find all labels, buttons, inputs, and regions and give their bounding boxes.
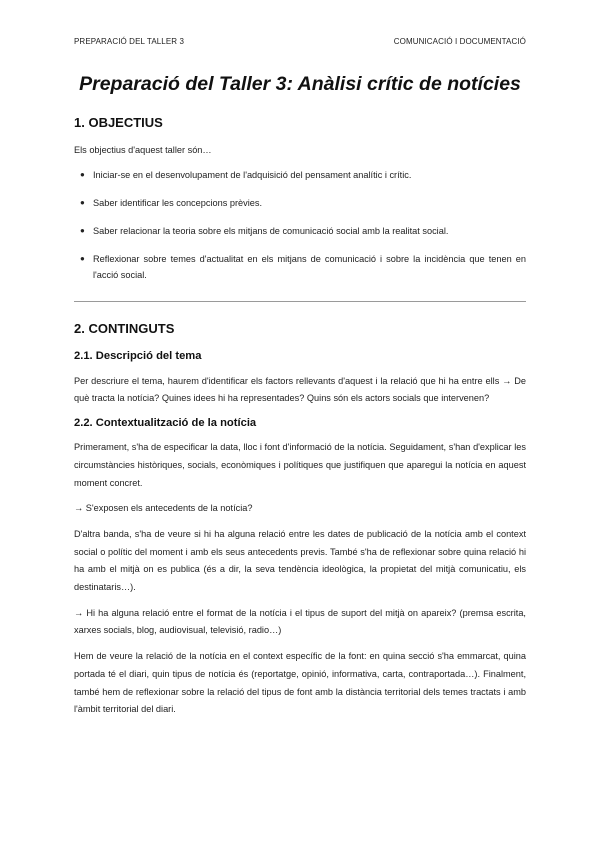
list-item xyxy=(74,223,526,239)
document-body xyxy=(74,70,526,719)
contextualitzacio-question-2: → Hi ha alguna relació entre el format de la notícia i el tipus de suport del mitjà on apareix? (premsa escrita, xarxes socials, blog, audiovisual, televisió, radio…) xyxy=(74,607,526,636)
section-heading-objectius: 1. OBJECTIUS xyxy=(74,115,163,130)
list-item xyxy=(74,167,526,183)
header-right-text: COMUNICACIÓ I DOCUMENTACIÓ xyxy=(393,37,526,46)
subsection-heading-contextualitzacio: 2.2. Contextualització de la notícia xyxy=(74,417,257,430)
list-item-text: Reflexionar sobre temes d'actualitat en els mitjans de comunicació i sobre la incidència que tenen en l'acció social. xyxy=(93,253,526,280)
section-divider xyxy=(74,301,526,302)
bullet-icon: ● xyxy=(80,225,85,235)
contextualitzacio-question-1: → S'exposen els antecedents de la notícia? xyxy=(74,503,253,514)
section-heading-continguts: 2. CONTINGUTS xyxy=(74,320,175,336)
objectius-intro: Els objectius d'aquest taller són… xyxy=(74,145,212,155)
bullet-icon: ● xyxy=(80,169,85,179)
contextualitzacio-paragraph-3: Hem de veure la relació de la notícia en el context específic de la font: en quina secció s'ha emmarcat, quina portada té el diari, quin tipus de notícia és (reportatge, opinió, informativa, carta, contraportada…). Finalment, també hem de reflexionar sobre la relació del tipus de font amb la distància territorial dels temes tractats i amb l'àmbit territorial del diari. xyxy=(74,651,526,715)
contextualitzacio-paragraph-2: D'altra banda, s'ha de veure si hi ha alguna relació entre les dates de publicació de la notícia amb el context social o polític del moment i amb els seus antecedents previs. També s'ha de reflexionar sobre quina relació hi ha amb el mitjà on es publica (és a dir, la seva tendència ideològica, la propietat del mitjà comunicatiu, els destinataris…). xyxy=(74,528,526,593)
document-title: Preparació del Taller 3: Anàlisi crític de notícies xyxy=(79,73,521,95)
contextualitzacio-paragraph-1: Primerament, s'ha de especificar la data, lloc i font d'informació de la notícia. Seguidament, s'han d'explicar les circumstàncies històriques, socials, econòmiques i polítiques que justifiquen que aparegui la notícia en aquest moment concret. xyxy=(74,442,526,488)
list-item xyxy=(74,195,526,211)
subsection-heading-descripcio: 2.1. Descripció del tema xyxy=(74,349,202,362)
bullet-icon: ● xyxy=(80,197,85,207)
list-item xyxy=(74,251,526,283)
objectius-list xyxy=(74,167,526,283)
bullet-icon: ● xyxy=(80,253,85,263)
list-item-text: Iniciar-se en el desenvolupament de l'adquisició del pensament analític i crític. xyxy=(93,169,412,180)
list-item-text: Saber identificar les concepcions prèvies. xyxy=(93,197,263,208)
descripcio-paragraph: Per descriure el tema, haurem d'identificar els factors rellevants d'aquest i la relació que hi ha entre ells → De què tracta la notícia? Quines idees hi ha representades? Quins són els actors socials que intervenen? xyxy=(74,375,526,404)
header-left-text: PREPARACIÓ DEL TALLER 3 xyxy=(74,37,185,46)
page-header xyxy=(74,37,526,49)
list-item-text: Saber relacionar la teoria sobre els mitjans de comunicació social amb la realitat social. xyxy=(93,225,449,236)
